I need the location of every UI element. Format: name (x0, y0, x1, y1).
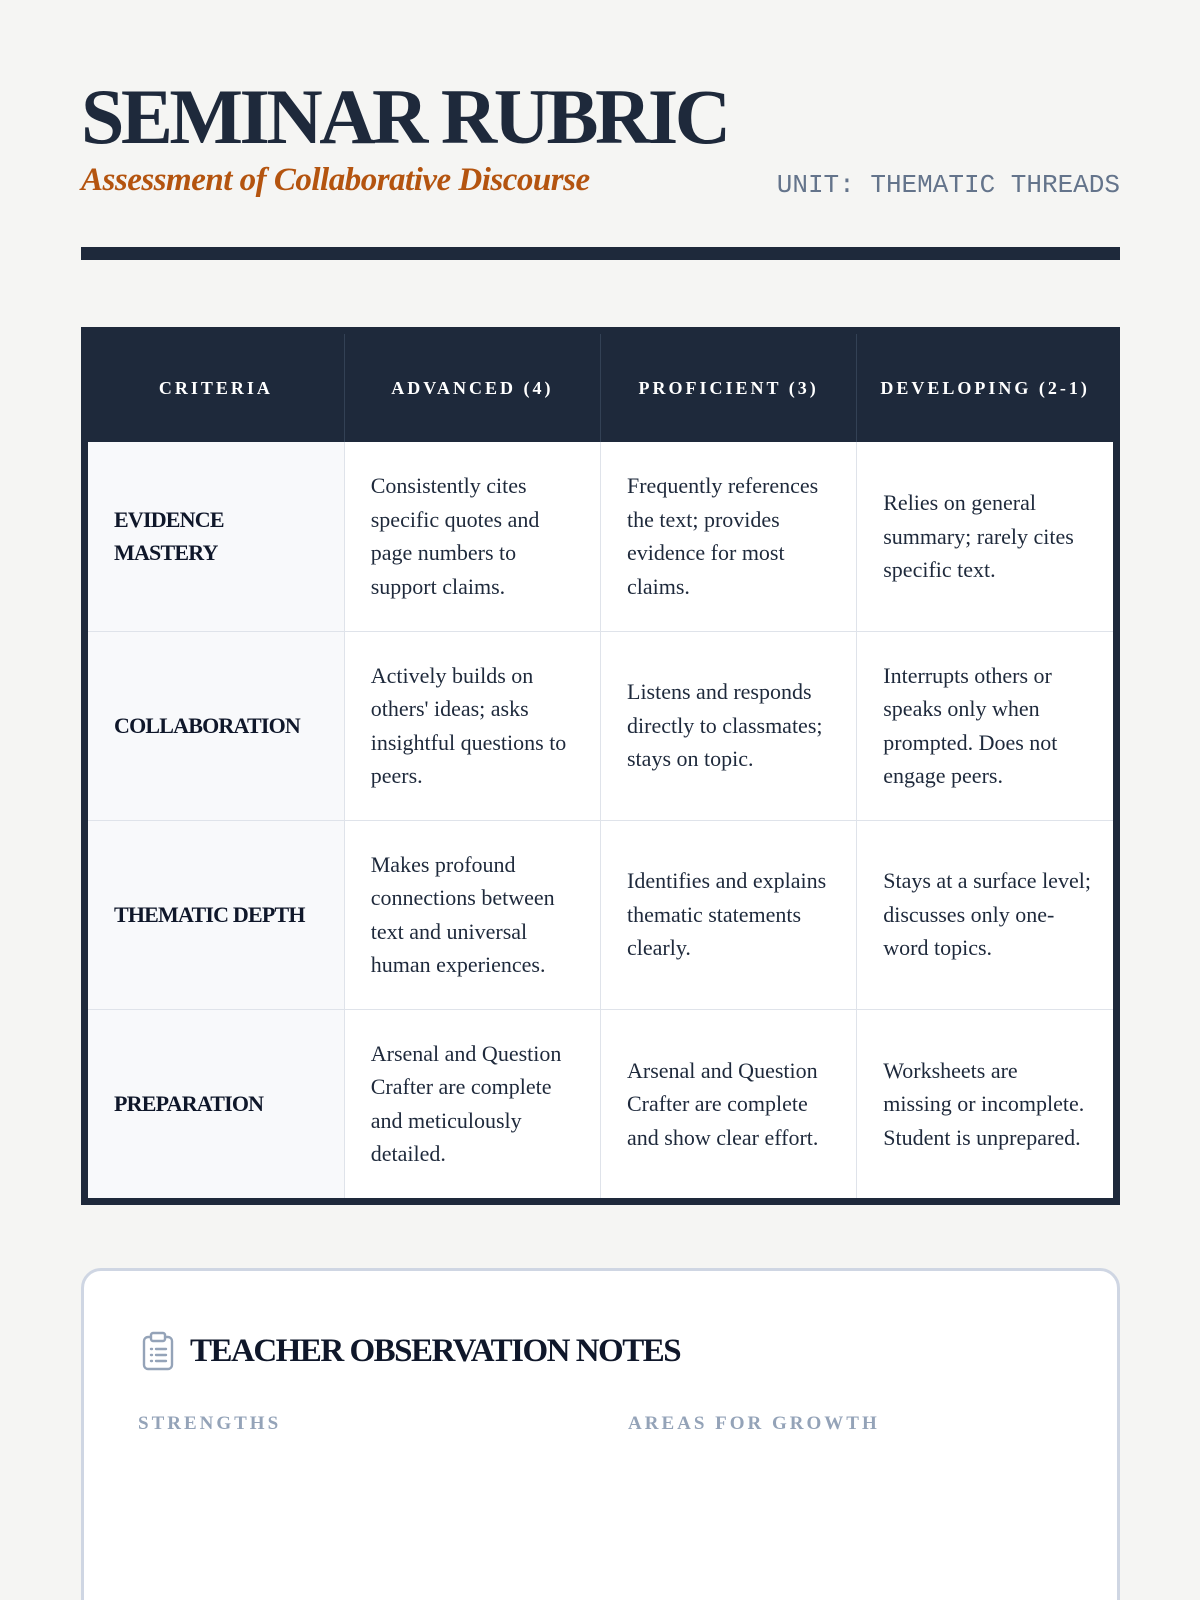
column-header-advanced: ADVANCED (4) (344, 334, 600, 442)
clipboard-icon (140, 1331, 176, 1371)
observation-notes-card (81, 1268, 1120, 1600)
table-row (88, 1009, 1113, 1198)
header-divider (81, 247, 1120, 260)
notes-heading (140, 1331, 680, 1371)
cell-developing: Worksheets are missing or incomplete. Student is unprepared. (857, 1009, 1113, 1198)
page-subtitle: Assessment of Collaborative Discourse (81, 162, 590, 198)
table-row (88, 820, 1113, 1009)
rubric-page (81, 0, 1120, 1434)
table-row (88, 442, 1113, 631)
criterion-thematic-depth: THEMATIC DEPTH (88, 820, 344, 1009)
cell-proficient: Listens and responds directly to classmates; stays on topic. (601, 631, 857, 820)
page-title: SEMINAR RUBRIC (81, 73, 728, 160)
unit-label: UNIT: THEMATIC THREADS (776, 170, 1120, 200)
rubric-table (81, 327, 1120, 1205)
cell-advanced: Consistently cites specific quotes and page numbers to support claims. (344, 442, 600, 631)
page-header (81, 0, 1120, 260)
notes-title: TEACHER OBSERVATION NOTES (190, 1332, 681, 1369)
strengths-label: STRENGTHS (138, 1413, 282, 1434)
areas-for-growth-label: AREAS FOR GROWTH (628, 1413, 880, 1434)
table-row (88, 631, 1113, 820)
cell-developing: Relies on general summary; rarely cites specific text. (857, 442, 1113, 631)
cell-proficient: Identifies and explains thematic statements clearly. (601, 820, 857, 1009)
table-header-row (88, 334, 1113, 442)
cell-advanced: Makes profound connections between text and universal human experiences. (344, 820, 600, 1009)
cell-proficient: Frequently references the text; provides evidence for most claims. (601, 442, 857, 631)
criterion-preparation: PREPARATION (88, 1009, 344, 1198)
cell-advanced: Actively builds on others' ideas; asks insightful questions to peers. (344, 631, 600, 820)
column-header-criteria: CRITERIA (88, 334, 344, 442)
criterion-collaboration: COLLABORATION (88, 631, 344, 820)
cell-developing: Interrupts others or speaks only when prompted. Does not engage peers. (857, 631, 1113, 820)
column-header-developing: DEVELOPING (2-1) (857, 334, 1113, 442)
column-header-proficient: PROFICIENT (3) (601, 334, 857, 442)
cell-advanced: Arsenal and Question Crafter are complete and meticulously detailed. (344, 1009, 600, 1198)
cell-developing: Stays at a surface level; discusses only one-word topics. (857, 820, 1113, 1009)
cell-proficient: Arsenal and Question Crafter are complete and show clear effort. (601, 1009, 857, 1198)
criterion-evidence-mastery: EVIDENCE MASTERY (88, 442, 344, 631)
